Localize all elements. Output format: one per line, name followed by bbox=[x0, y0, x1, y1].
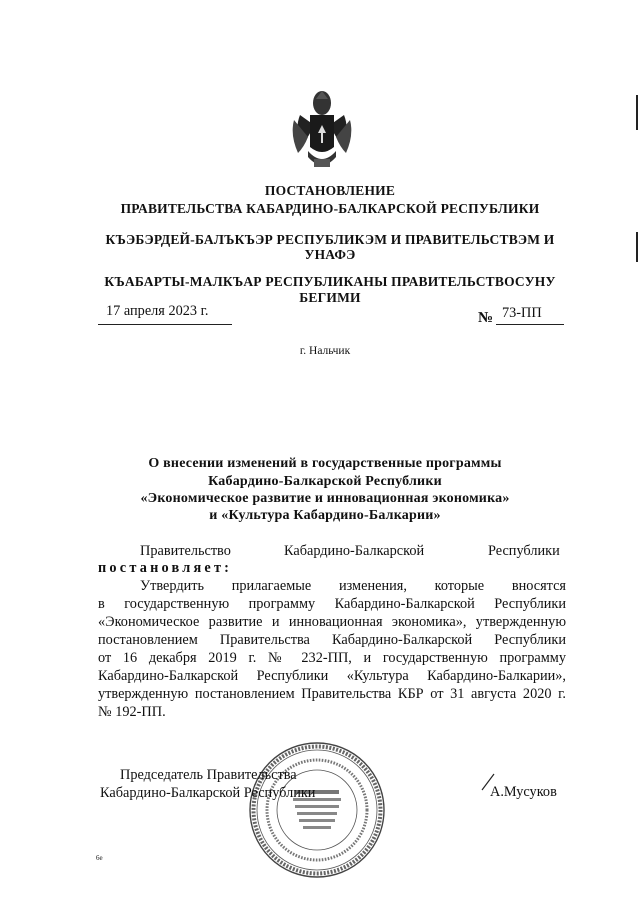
doc-subject-line1: О внесении изменений в государственные программы bbox=[148, 456, 502, 471]
body-line-2: в государственную программу Кабардино-Балкарской Республики bbox=[98, 596, 566, 612]
balkar-title-line1: КЪАБАРТЫ-МАЛКЪАР РЕСПУБЛИКАНЫ ПРАВИТЕЛЬСТВОСУНУ bbox=[104, 274, 556, 289]
doc-subject-line4: и «Культура Кабардино-Балкарии» bbox=[209, 508, 441, 523]
issuer-line: ПРАВИТЕЛЬСТВА КАБАРДИНО-БАЛКАРСКОЙ РЕСПУБЛИКИ bbox=[120, 201, 540, 216]
body-line-5: от 16 декабря 2019 г. № 232-ПП, и государственную программу bbox=[98, 650, 566, 666]
body-word-kbr: Кабардино-Балкарской bbox=[284, 543, 425, 559]
body-line-8: № 192-ПП. bbox=[98, 704, 166, 720]
number-underline bbox=[496, 324, 564, 325]
doc-subject-line2: Кабардино-Балкарской Республики bbox=[208, 474, 442, 489]
decree-word: постановляет: bbox=[98, 560, 233, 576]
body-line-4: постановлением Правительства Кабардино-Балкарской Республики bbox=[98, 632, 566, 648]
coat-of-arms-emblem bbox=[290, 85, 354, 175]
number-sign: № bbox=[478, 310, 494, 326]
signatory-position-line2: Кабардино-Балкарской Республики bbox=[100, 785, 316, 801]
body-line-1: Утвердить прилагаемые изменения, которые вносятся bbox=[140, 578, 566, 594]
official-seal-stamp bbox=[247, 740, 387, 880]
scan-edge-line bbox=[636, 95, 638, 130]
date-underline bbox=[98, 324, 232, 325]
kabardian-title-line1: КЪЭБЭРДЕЙ-БАЛЪКЪЭР РЕСПУБЛИКЭМ И ПРАВИТЕЛЬСТВЭМ И bbox=[105, 232, 555, 247]
doc-subject-line3: «Экономическое развитие и инновационная экономика» bbox=[140, 491, 510, 506]
body-word-government: Правительство bbox=[140, 543, 231, 559]
balkar-title-line2: БЕГИМИ bbox=[299, 290, 361, 305]
signatory-position-line1: Председатель Правительства bbox=[120, 767, 297, 783]
city: г. Нальчик bbox=[299, 345, 351, 357]
kabardian-title-line2: УНАФЭ bbox=[304, 247, 356, 262]
body-line-7: утвержденную постановлением Правительства КБР от 31 августа 2020 г. bbox=[98, 686, 566, 702]
decree-date: 17 апреля 2023 г. bbox=[106, 303, 209, 319]
decree-number: 73-ПП bbox=[502, 305, 542, 321]
signatory-name: А.Мусуков bbox=[490, 784, 557, 800]
footer-mark: 6e bbox=[96, 854, 103, 862]
doc-type-title: ПОСТАНОВЛЕНИЕ bbox=[264, 183, 396, 198]
body-line-6: Кабардино-Балкарской Республики «Культура Кабардино-Балкарии», bbox=[98, 668, 566, 684]
body-line-3: «Экономическое развитие и инновационная экономика», утвержденную bbox=[98, 614, 566, 630]
body-word-republic: Республики bbox=[488, 543, 560, 559]
